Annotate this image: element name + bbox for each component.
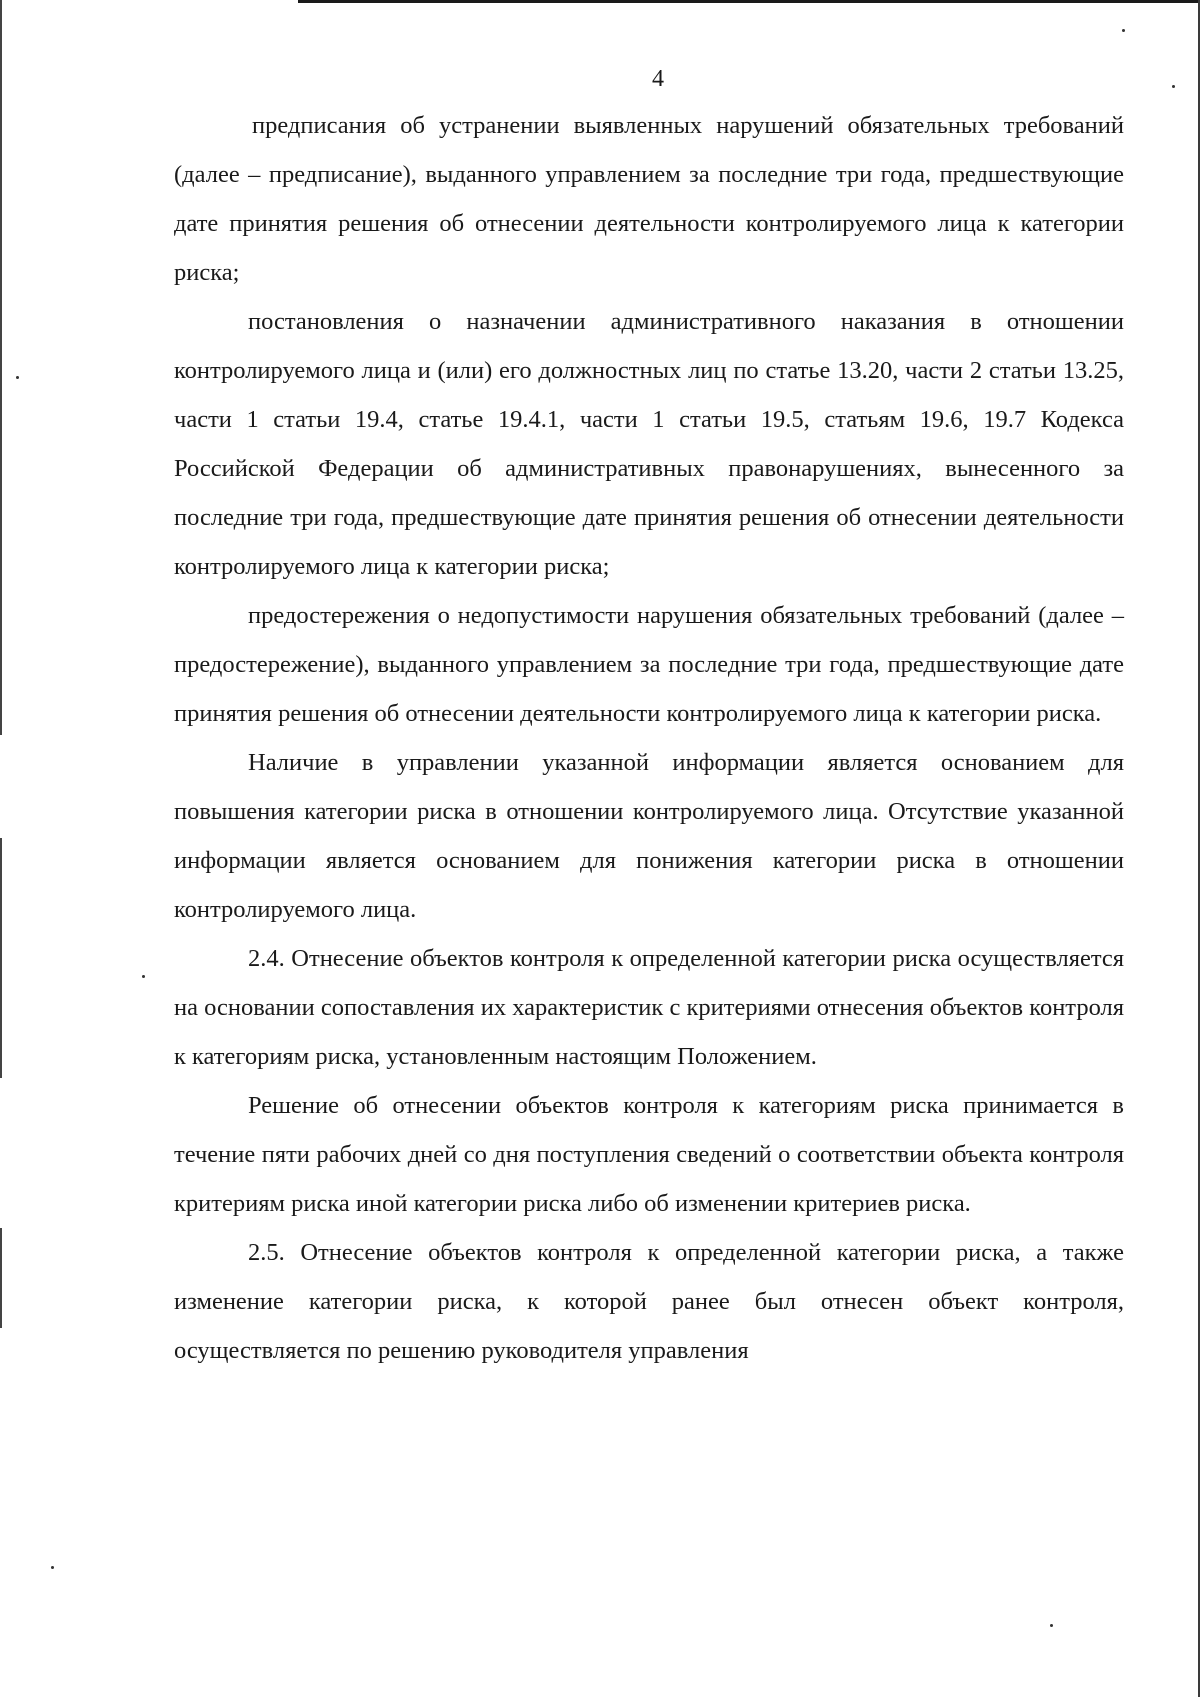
scan-speck xyxy=(51,1566,54,1569)
document-body xyxy=(174,101,1124,1375)
scan-border-left-middle xyxy=(0,838,2,1078)
scan-speck xyxy=(16,376,19,379)
paragraph-prescription: предписания об устранении выявленных нарушений обязательных требований (далее – предписание), выданного управлением за последние три года, предшествующие дате принятия решения об отнесении деятельности контролируемого лица к категории риска; xyxy=(174,112,1124,286)
paragraph-resolution: постановления о назначении административного наказания в отношении контролируемого лица и (или) его должностных лиц по статье 13.20, части 2 статьи 13.25, части 1 статьи 19.4, статье 19.4.1, части 1 статьи 19.5, статьям 19.6, 19.7 Кодекса Российской Федерации об административных правонарушениях, вынесенного за последние три года, предшествующие дате принятия решения об отнесении деятельности контролируемого лица к категории риска; xyxy=(174,308,1124,580)
scan-speck xyxy=(1122,29,1125,32)
scan-speck xyxy=(1050,1624,1053,1627)
scan-speck xyxy=(142,975,145,978)
paragraph-section-2-4: 2.4. Отнесение объектов контроля к определенной категории риска осуществляется на основании сопоставления их характеристик с критериями отнесения объектов контроля к категориям риска, установленным настоящим Положением. xyxy=(174,945,1124,1070)
paragraph-section-2-5: 2.5. Отнесение объектов контроля к определенной категории риска, а также изменение категории риска, к которой ранее был отнесен объект контроля, осуществляется по решению руководителя управления xyxy=(174,1239,1124,1364)
scan-border-top xyxy=(298,0,1200,3)
scan-border-left-upper xyxy=(0,0,2,735)
page-number: 4 xyxy=(652,66,664,92)
paragraph-decision-timing: Решение об отнесении объектов контроля к категориям риска принимается в течение пяти рабочих дней со дня поступления сведений о соответствии объекта контроля критериям риска иной категории риска либо об изменении критериев риска. xyxy=(174,1092,1124,1217)
scan-border-left-lower xyxy=(0,1228,2,1328)
paragraph-warning: предостережения о недопустимости нарушения обязательных требований (далее – предостережение), выданного управлением за последние три года, предшествующие дате принятия решения об отнесении деятельности контролируемого лица к категории риска. xyxy=(174,602,1124,727)
paragraph-information-basis: Наличие в управлении указанной информации является основанием для повышения категории риска в отношении контролируемого лица. Отсутствие указанной информации является основанием для понижения категории риска в отношении контролируемого лица. xyxy=(174,749,1124,923)
